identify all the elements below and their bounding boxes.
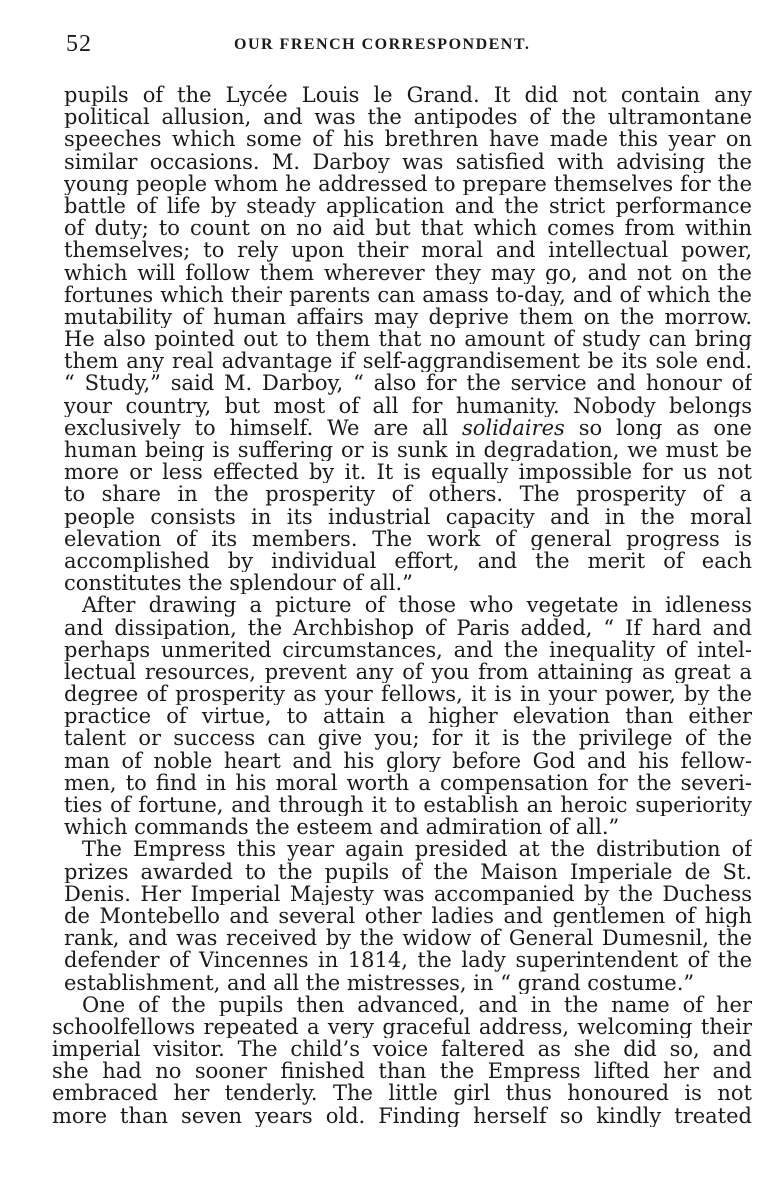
text-line: mutability of human affairs may deprive them on the morrow. [64, 305, 752, 329]
text-line: themselves; to rely upon their moral and intellectual power, [64, 239, 752, 262]
text-line: fortunes which their parents can amass to-day, and of which the [64, 283, 752, 306]
text-line: people consists in its industrial capacity and in the moral [64, 505, 752, 528]
text-line: constitutes the splendour of all.” [64, 572, 413, 595]
text-line: human being is suffering or is sunk in degradation, we must be [64, 439, 752, 462]
text-line: lectual resources, prevent any of you from attaining as great a [64, 660, 752, 684]
text-line: One of the pupils then advanced, and in the name of her [82, 993, 752, 1016]
text-line: similar occasions. M. Darboy was satisfied with advising the [64, 150, 752, 173]
text-line: embraced her tenderly. The little girl thus honoured is not [52, 1082, 752, 1105]
text-line: to share in the prosperity of others. The prosperity of a [64, 483, 752, 506]
text-line: battle of life by steady application and the strict performance [64, 194, 752, 218]
text-line: your country, but most of all for humanity. Nobody belongs [64, 394, 752, 417]
text-line: young people whom he addressed to prepare themselves for the [64, 172, 752, 195]
text-line: pupils of the Lycée Louis le Grand. It did not contain any [64, 84, 752, 107]
text-line [52, 417, 752, 439]
text-line: of duty; to count on no aid but that which comes from within [64, 217, 752, 240]
text-line: He also pointed out to them that no amount of study can bring [64, 328, 752, 351]
text-line: establishment, and all the mistresses, in “ grand costume.” [64, 971, 695, 994]
text-line: “ Study,” said M. Darboy, “ also for the service and honour of [64, 372, 752, 395]
text-line: Denis. Her Imperial Majesty was accompanied by the Duchess [64, 882, 752, 905]
text-line: The Empress this year again presided at the distribution of [82, 838, 752, 861]
text-line: more or less effected by it. It is equally impossible for us not [64, 461, 752, 484]
text-line: perhaps unmerited circumstances, and the inequality of intel- [64, 638, 752, 661]
text-line: she had no sooner finished than the Empress lifted her and [52, 1060, 752, 1083]
text-line: de Montebello and several other ladies and gentlemen of high [64, 904, 752, 928]
text-line: schoolfellows repeated a very graceful address, welcoming their [52, 1015, 752, 1039]
page-header [66, 30, 756, 58]
text-line: men, to find in his moral worth a compensation for the severi- [64, 771, 752, 794]
text-line: accomplished by individual effort, and the merit of each [64, 549, 752, 573]
text-line: speeches which some of his brethren have made this year on [64, 128, 752, 151]
text-line: political allusion, and was the antipodes of the ultramontane [64, 106, 752, 129]
text-line: and dissipation, the Archbishop of Paris added, “ If hard and [64, 616, 752, 639]
italic-term: solidaires [462, 416, 565, 439]
text-line: defender of Vincennes in 1814, the lady superintendent of the [64, 949, 752, 972]
text-line: which commands the esteem and admiration of all.” [64, 816, 620, 839]
text-line: which will follow them wherever they may go, and not on the [64, 261, 752, 284]
text-run: so long as one [578, 416, 752, 439]
text-line: rank, and was received by the widow of General Dumesnil, the [64, 927, 752, 950]
text-line: After drawing a picture of those who vegetate in idleness [82, 594, 752, 617]
text-line: imperial visitor. The child’s voice faltered as she did so, and [52, 1038, 752, 1061]
text-line: degree of prosperity as your fellows, it is in your power, by the [64, 683, 752, 706]
text-line: more than seven years old. Finding herself so kindly treated [52, 1104, 752, 1127]
page-number: 52 [66, 31, 92, 57]
text-line: ties of fortune, and through it to establish an heroic superiority [64, 794, 752, 817]
text-line: them any real advantage if self-aggrandisement be its sole end. [64, 350, 752, 373]
running-head: OUR FRENCH CORRESPONDENT. [234, 36, 531, 53]
text-run: exclusively to himself. We are all [64, 416, 449, 439]
text-line: practice of virtue, to attain a higher elevation than either [64, 705, 752, 728]
text-line: elevation of its members. The work of general progress is [64, 527, 752, 550]
body-text [52, 84, 752, 1127]
text-line: talent or success can give you; for it is the privilege of the [64, 727, 752, 750]
text-line: man of noble heart and his glory before God and his fellow- [64, 749, 752, 772]
text-line: prizes awarded to the pupils of the Maison Imperiale de St. [64, 860, 752, 883]
